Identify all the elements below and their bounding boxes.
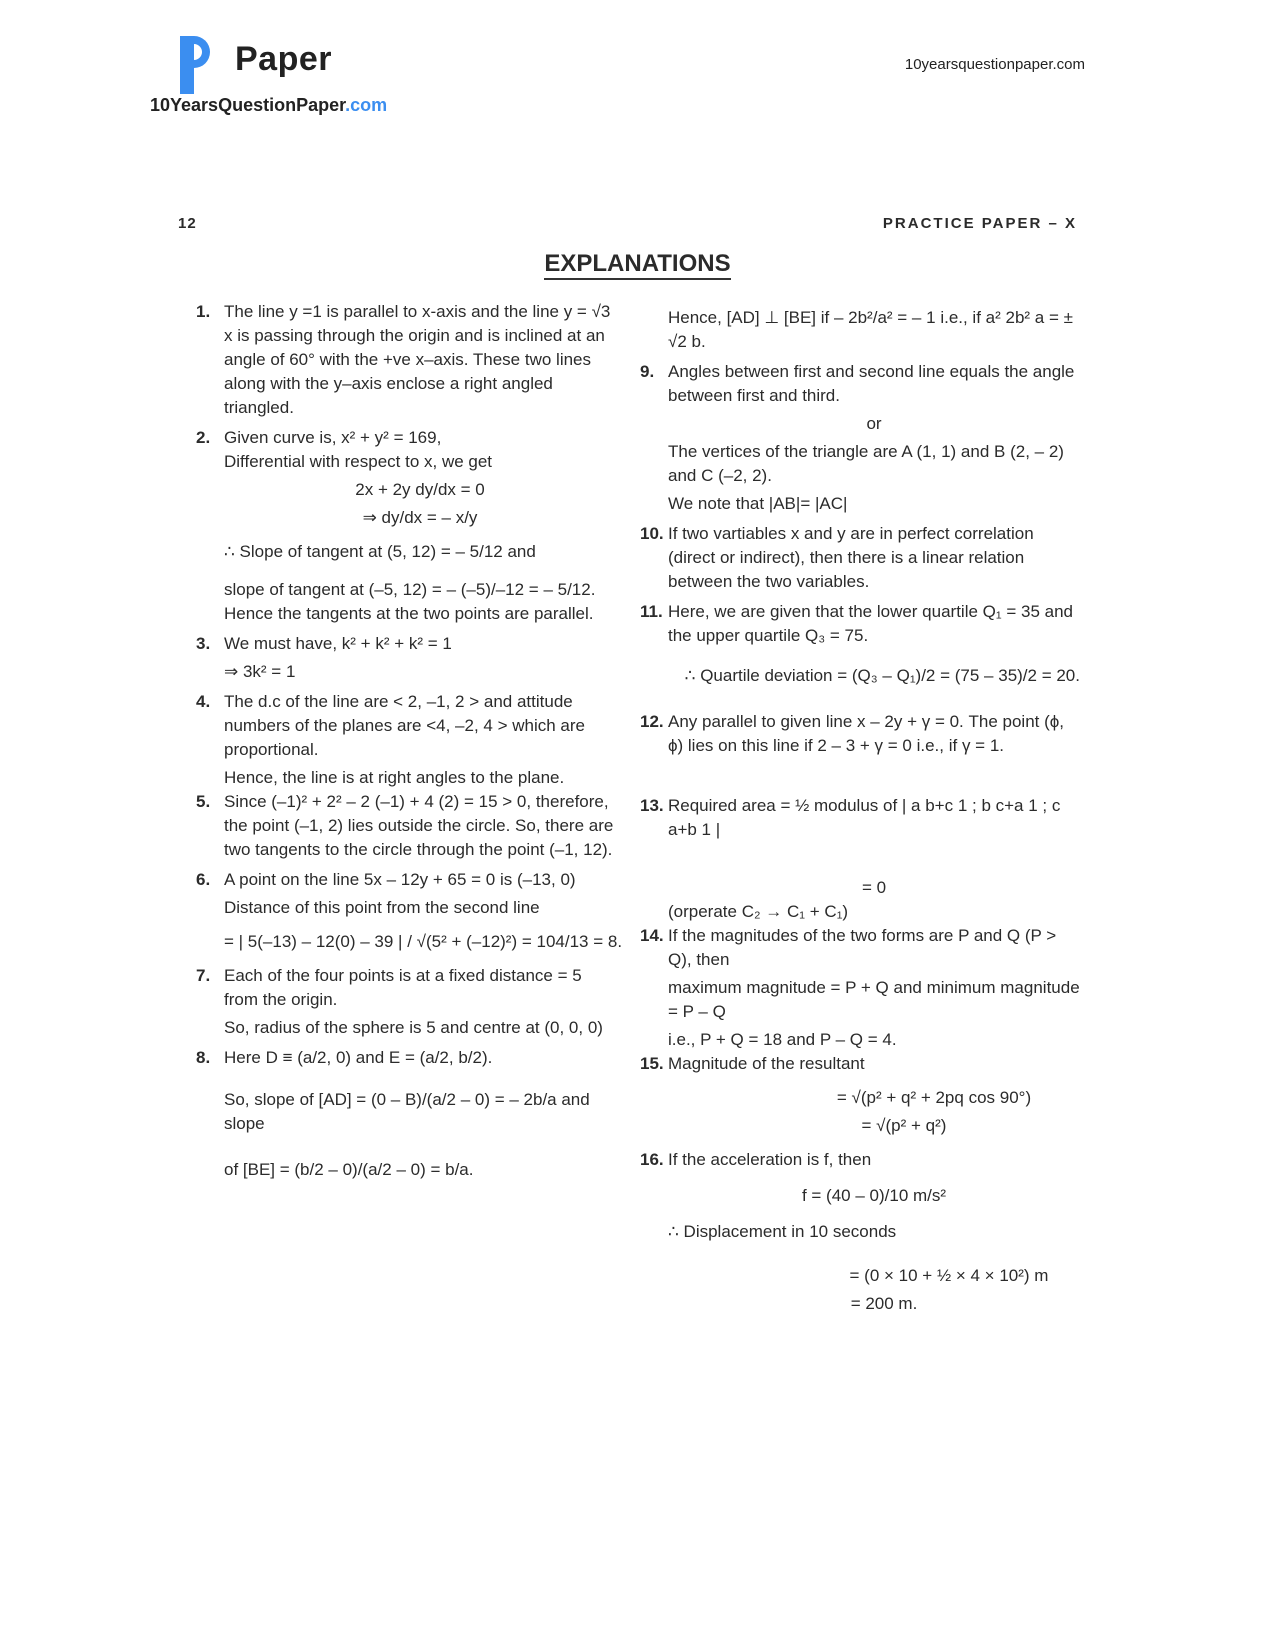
answer-8	[196, 1046, 616, 1182]
answer-text: If the magnitudes of the two forms are P and Q (P > Q), then	[668, 926, 1057, 969]
site-tld: .com	[345, 95, 388, 115]
answer-text: The d.c of the line are < 2, –1, 2 > and attitude numbers of the planes are <4, –2, 4 > which are proportional.	[224, 692, 586, 759]
answer-text: We note that |AB|= |AC|	[668, 494, 848, 513]
answer-number: 1.	[196, 302, 211, 321]
site-name	[150, 95, 387, 116]
answer-number: 11.	[640, 602, 663, 621]
brand-name: Paper	[235, 40, 332, 78]
answer-text: Differential with respect to x, we get	[224, 452, 493, 471]
answer-10	[640, 522, 1080, 594]
answer-number: 8.	[196, 1048, 211, 1067]
equation: f = (40 – 0)/10 m/s²	[801, 1186, 947, 1205]
answer-9	[640, 360, 1080, 516]
answer-number: 12.	[640, 712, 664, 731]
answer-text: Hence, the line is at right angles to the plane.	[224, 768, 565, 787]
answer-number: 2.	[196, 428, 211, 447]
answer-14	[640, 924, 1080, 1052]
equation: = (0 × 10 + ½ × 4 × 10²) m	[849, 1266, 1049, 1285]
equation: = √(p² + q² + 2pq cos 90°)	[836, 1088, 1032, 1107]
answer-text: So, slope of [AD] = (0 – B)/(a/2 – 0) = – 2b/a and slope	[224, 1090, 590, 1133]
answer-6	[196, 868, 623, 954]
right-column	[640, 300, 1080, 1320]
answer-text: ⇒ 3k² = 1	[224, 662, 296, 681]
answer-text: Hence the tangents at the two points are parallel.	[224, 604, 594, 623]
answer-number: 14.	[640, 926, 664, 945]
answer-text: A point on the line 5x – 12y + 65 = 0 is (–13, 0)	[224, 870, 576, 889]
answer-text: Each of the four points is at a fixed distance = 5 from the origin.	[224, 966, 582, 1009]
answer-text: Hence, [AD] ⊥ [BE] if – 2b²/a² = – 1	[668, 308, 936, 327]
answer-text: So, radius of the sphere is 5 and centre at (0, 0, 0)	[224, 1018, 603, 1037]
page-title	[0, 250, 1275, 278]
answer-text: ∴ Displacement in 10 seconds	[668, 1222, 897, 1241]
answer-text: of [BE] = (b/2 – 0)/(a/2 – 0) = b/a.	[224, 1160, 474, 1179]
equation: = √(p² + q²)	[861, 1116, 947, 1135]
answer-1	[196, 300, 616, 420]
answer-12	[640, 710, 1080, 758]
answer-8-continued	[640, 306, 1080, 354]
answer-7	[196, 964, 616, 1040]
answer-text: Given curve is, x² + y² = 169,	[224, 428, 442, 447]
answer-16	[640, 1148, 1080, 1316]
answer-11	[640, 600, 1080, 688]
equation: ⇒ dy/dx = – x/y	[362, 508, 478, 527]
answer-13	[640, 794, 1080, 924]
answer-text: If the acceleration is f, then	[668, 1150, 872, 1169]
answer-number: 9.	[640, 362, 655, 381]
equation: = | 5(–13) – 12(0) – 39 | / √(5² + (–12)²) = 104/13 = 8.	[224, 932, 623, 951]
answer-2	[196, 426, 616, 626]
answer-number: 7.	[196, 966, 211, 985]
answer-number: 3.	[196, 634, 211, 653]
or-label: or	[866, 414, 882, 433]
answer-text: If two vartiables x and y are in perfect correlation (direct or indirect), then there is a linear relation between the two variables.	[668, 524, 1034, 591]
answer-number: 4.	[196, 692, 211, 711]
answer-text: Any parallel to given line x – 2y + γ = 0. The point (ϕ, ϕ) lies on this line if 2 – 3 + γ = 0 i.e., if γ = 1.	[668, 712, 1065, 755]
running-head: PRACTICE PAPER – X	[882, 215, 1077, 232]
answer-text: i.e., if a² 2b² a = ± √2 b.	[668, 308, 1073, 351]
answer-text: i.e., P + Q = 18 and P – Q = 4.	[668, 1030, 897, 1049]
site-url: 10yearsquestionpaper.com	[904, 56, 1085, 73]
answer-text: ∴ Slope of tangent at (5, 12) = – 5/12 and	[224, 542, 536, 561]
answer-3	[196, 632, 616, 684]
answer-number: 16.	[640, 1150, 664, 1169]
equation: ∴ Quartile deviation = (Q₃ – Q₁)/2 = (75 – 35)/2 = 20.	[684, 666, 1080, 685]
equation: = 200 m.	[850, 1294, 918, 1313]
equation: 2x + 2y dy/dx = 0	[355, 480, 485, 499]
page-number: 12	[178, 215, 197, 232]
answer-text: Here, we are given that the lower quartile Q₁ = 35 and the upper quartile Q₃ = 75.	[668, 602, 1073, 645]
answer-text: We must have, k² + k² + k² = 1	[224, 634, 452, 653]
answer-text: The line y =1 is parallel to x-axis and the line y = √3 x is passing through the origin and is inclined at an angle of 60° with the +ve x–axis. These two lines along with the y–axis enclose a right angled triangled.	[224, 302, 611, 417]
answer-text: Required area = ½ modulus of | a b+c 1 ; b c+a 1 ; c a+b 1 |	[668, 796, 1061, 839]
answer-text: maximum magnitude = P + Q and minimum magnitude = P – Q	[668, 978, 1080, 1021]
answer-text: Here D ≡ (a/2, 0) and E = (a/2, b/2).	[224, 1048, 493, 1067]
answer-number: 5.	[196, 792, 211, 811]
answer-number: 6.	[196, 870, 211, 889]
equation: = 0	[861, 878, 887, 897]
page-title-text: EXPLANATIONS	[544, 250, 730, 280]
answer-number: 13.	[640, 796, 664, 815]
answer-5	[196, 790, 616, 862]
paper-logo-icon	[180, 36, 218, 94]
left-column	[196, 300, 623, 1182]
answer-4	[196, 690, 616, 790]
answer-text: Since (–1)² + 2² – 2 (–1) + 4 (2) = 15 > 0, therefore, the point (–1, 2) lies outside the circle. So, there are two tangents to the circle through the point (–1, 12).	[224, 792, 614, 859]
site-name-text: 10YearsQuestionPaper	[150, 95, 346, 115]
answer-text: The vertices of the triangle are A (1, 1) and B (2, – 2) and C (–2, 2).	[668, 442, 1064, 485]
answer-text: Angles between first and second line equals the angle between first and third.	[668, 362, 1075, 405]
answer-number: 10.	[640, 524, 664, 543]
answer-text: slope of tangent at (–5, 12) = – (–5)/–12 = – 5/12.	[224, 580, 596, 599]
answer-text: Magnitude of the resultant	[668, 1054, 865, 1073]
answer-text: (orperate C₂ → C₁ + C₁)	[668, 902, 849, 921]
answer-number: 15.	[640, 1054, 664, 1073]
answer-text: Distance of this point from the second line	[224, 898, 540, 917]
answer-15	[640, 1052, 1080, 1138]
